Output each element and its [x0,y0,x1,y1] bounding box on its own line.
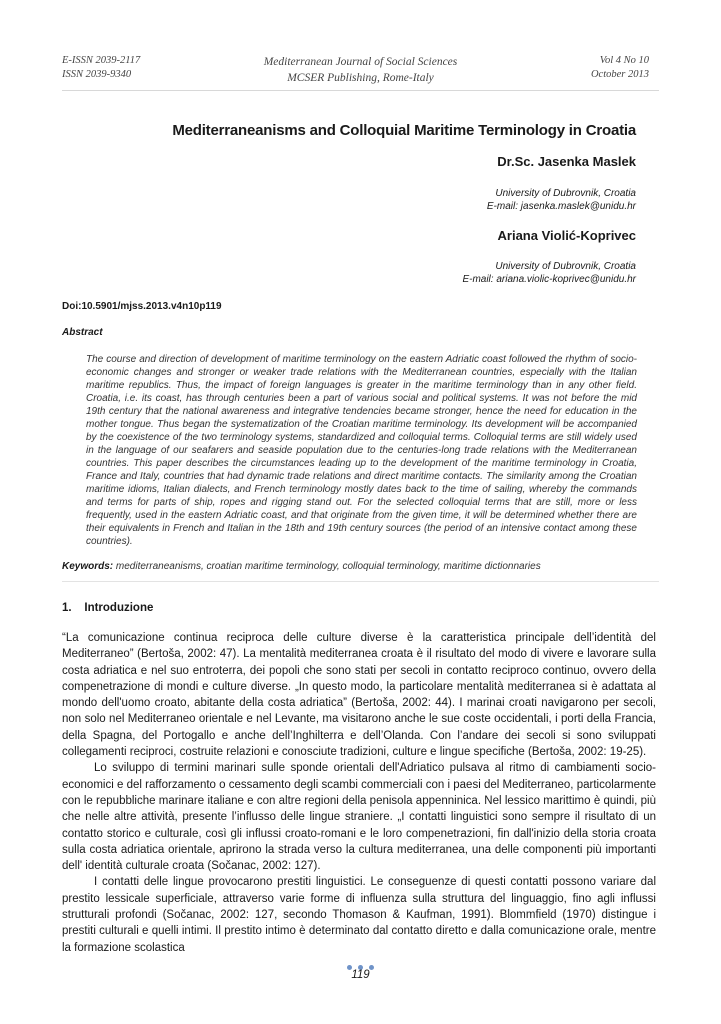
issn: ISSN 2039-9340 [62,69,132,80]
email[interactable]: E-mail: ariana.violic-koprivec@unidu.hr [462,274,636,285]
section-heading: 1. Introduzione [62,602,154,614]
page-number: 119 [351,969,370,981]
email[interactable]: E-mail: jasenka.maslek@unidu.hr [486,201,636,212]
paragraph: I contatti delle lingue provocarono prestiti linguistici. Le conseguenze di questi contatti possono variare dal prestito lessicale superficiale, attraverso varie forme di influenza sulla struttura del linguaggio, fino agli influssi strutturali profondi (Sočanac, 2002: 127, secondo Thomason & Kaufman, 1991). Blommfield (1970) distingue i prestiti culturali e quelli intimi. Il prestito intimo è determinato dal contatto diretto e dalla comunicazione orale, mentre la formazione scolastica [62,876,656,954]
eissn: E-ISSN 2039-2117 [62,55,141,66]
author-name-1: Dr.Sc. Jasenka Maslek [497,154,636,169]
keywords-list: mediterraneanisms, croatian maritime terminology, colloquial terminology, maritime dictionnaries [115,561,541,572]
author-affiliation-2 [62,260,636,286]
header-divider [62,90,659,91]
issue-date: October 2013 [590,69,649,80]
header-volume [591,54,649,82]
abstract-heading: Abstract [62,327,103,338]
affiliation: University of Dubrovnik, Croatia [495,261,636,272]
publisher: MCSER Publishing, Rome-Italy [287,72,434,84]
paragraph: Lo sviluppo di termini marinari sulle sponde orientali dell'Adriatico pulsava al ritmo di cambiamenti socio-economici e del rafforzamento o cessamento degli scambi commerciali con i paesi del Mediterraneo, particolarmente con le repubbliche marinare italiane e con altre regioni della penisola appenninica. Nel lessico marittimo è quindi, più che nelle altre attività, presente l’influsso delle lingue straniere. „I contatti linguistici sono sempre il risultato di un contatto storico e culturale, così gli influssi croato-romani e le loro compenetrazioni, fin dall'inizio della storia croata sulla costa adriatica orientale, aprirono la strada verso la cultura mediterranea, una delle componenti più importanti dell' identità culturale croata (Sočanac, 2002: 127). [62,762,656,873]
section-divider [62,581,659,582]
paragraph: “La comunicazione continua reciproca delle culture diverse è la caratteristica principale dell’identità del Mediterraneo” (Bertoša, 2002: 47). La mentalità mediterranea croata è il risultato del modo di vivere e lavorare sulla costa adriatica e nel suo entroterra, dei popoli che sono stati per secoli in contatto reciproco continuo, ovvero della compenetrazione di mondi e culture diverse. „In questo modo, la particolare mentalità mediterranea si è adattata al mondo dell'uomo croato, abitante della costa adriatica” (Bertoša, 2002: 44). I marinai croati navigarono per secoli, non solo nel Mediterraneo orientale e nel Levante, ma visitarono anche le sue coste occidentali, i porti della Francia, della Spagna, del Portogallo e anche dell’Inghilterra e dell’Olanda. Con l’andare dei secoli si sono sviluppati collegamenti reciproci, costruite relazioni e conosciute tradizioni, culture e lingue specifiche (Bertoša, 2002: 19-25). [62,632,656,759]
running-header [0,52,721,92]
volume: Vol 4 No 10 [599,55,649,66]
keywords-label: Keywords: [62,561,114,572]
abstract-text: The course and direction of development of maritime terminology on the eastern Adriatic coast followed the rhythm of socio-economic changes and stronger or weaker trade relations with the Mediterranean countries, especially with the Italian maritime republics. Thus, the impact of foreign languages is greater in the maritime terminology than in any other field. Croatia, i.e. its coast, has through centuries been a part of various social and political systems. It was not before the mid 19th century that the national awareness and integrative tendencies became stronger, hence the need for education in the mother tongue. Thus began the systematization of the Croatian maritime terminology. Its development will be accompanied by the coexistence of the two terminology systems, standardized and colloquial terms. Colloquial terms are still widely used in the language of our seafarers and seaside population due to the centuries-long trade relations with the Mediterranean countries. This paper describes the circumstances leading up to the development of the maritime terminology in Croatia, France and Italy, countries that had dynamic trade relations and direct maritime contacts. The similarity among the Croatian maritime idioms, Italian dialects, and French terminology mostly dates back to the time of sailing, whereby the commands and terms for parts of ship, ropes and rigging stand out. For the selected colloquial terms that are still, more or less frequently, used in the eastern Adriatic coast, and that originate from the given time, it will be determined whether there are their equivalents in French and Italian in the 18th and 19th century sources (the period of an intensive contact among these countries). [86,354,637,547]
journal-name: Mediterranean Journal of Social Sciences [263,56,458,68]
keywords [62,561,659,572]
author-affiliation-1 [62,187,636,213]
affiliation: University of Dubrovnik, Croatia [495,188,636,199]
doi[interactable]: Doi:10.5901/mjss.2013.v4n10p119 [62,301,222,312]
body-text [62,630,656,956]
paper-title: Mediterraneanisms and Colloquial Maritime Terminology in Croatia [172,122,636,139]
author-name-2: Ariana Violić-Koprivec [497,228,636,243]
